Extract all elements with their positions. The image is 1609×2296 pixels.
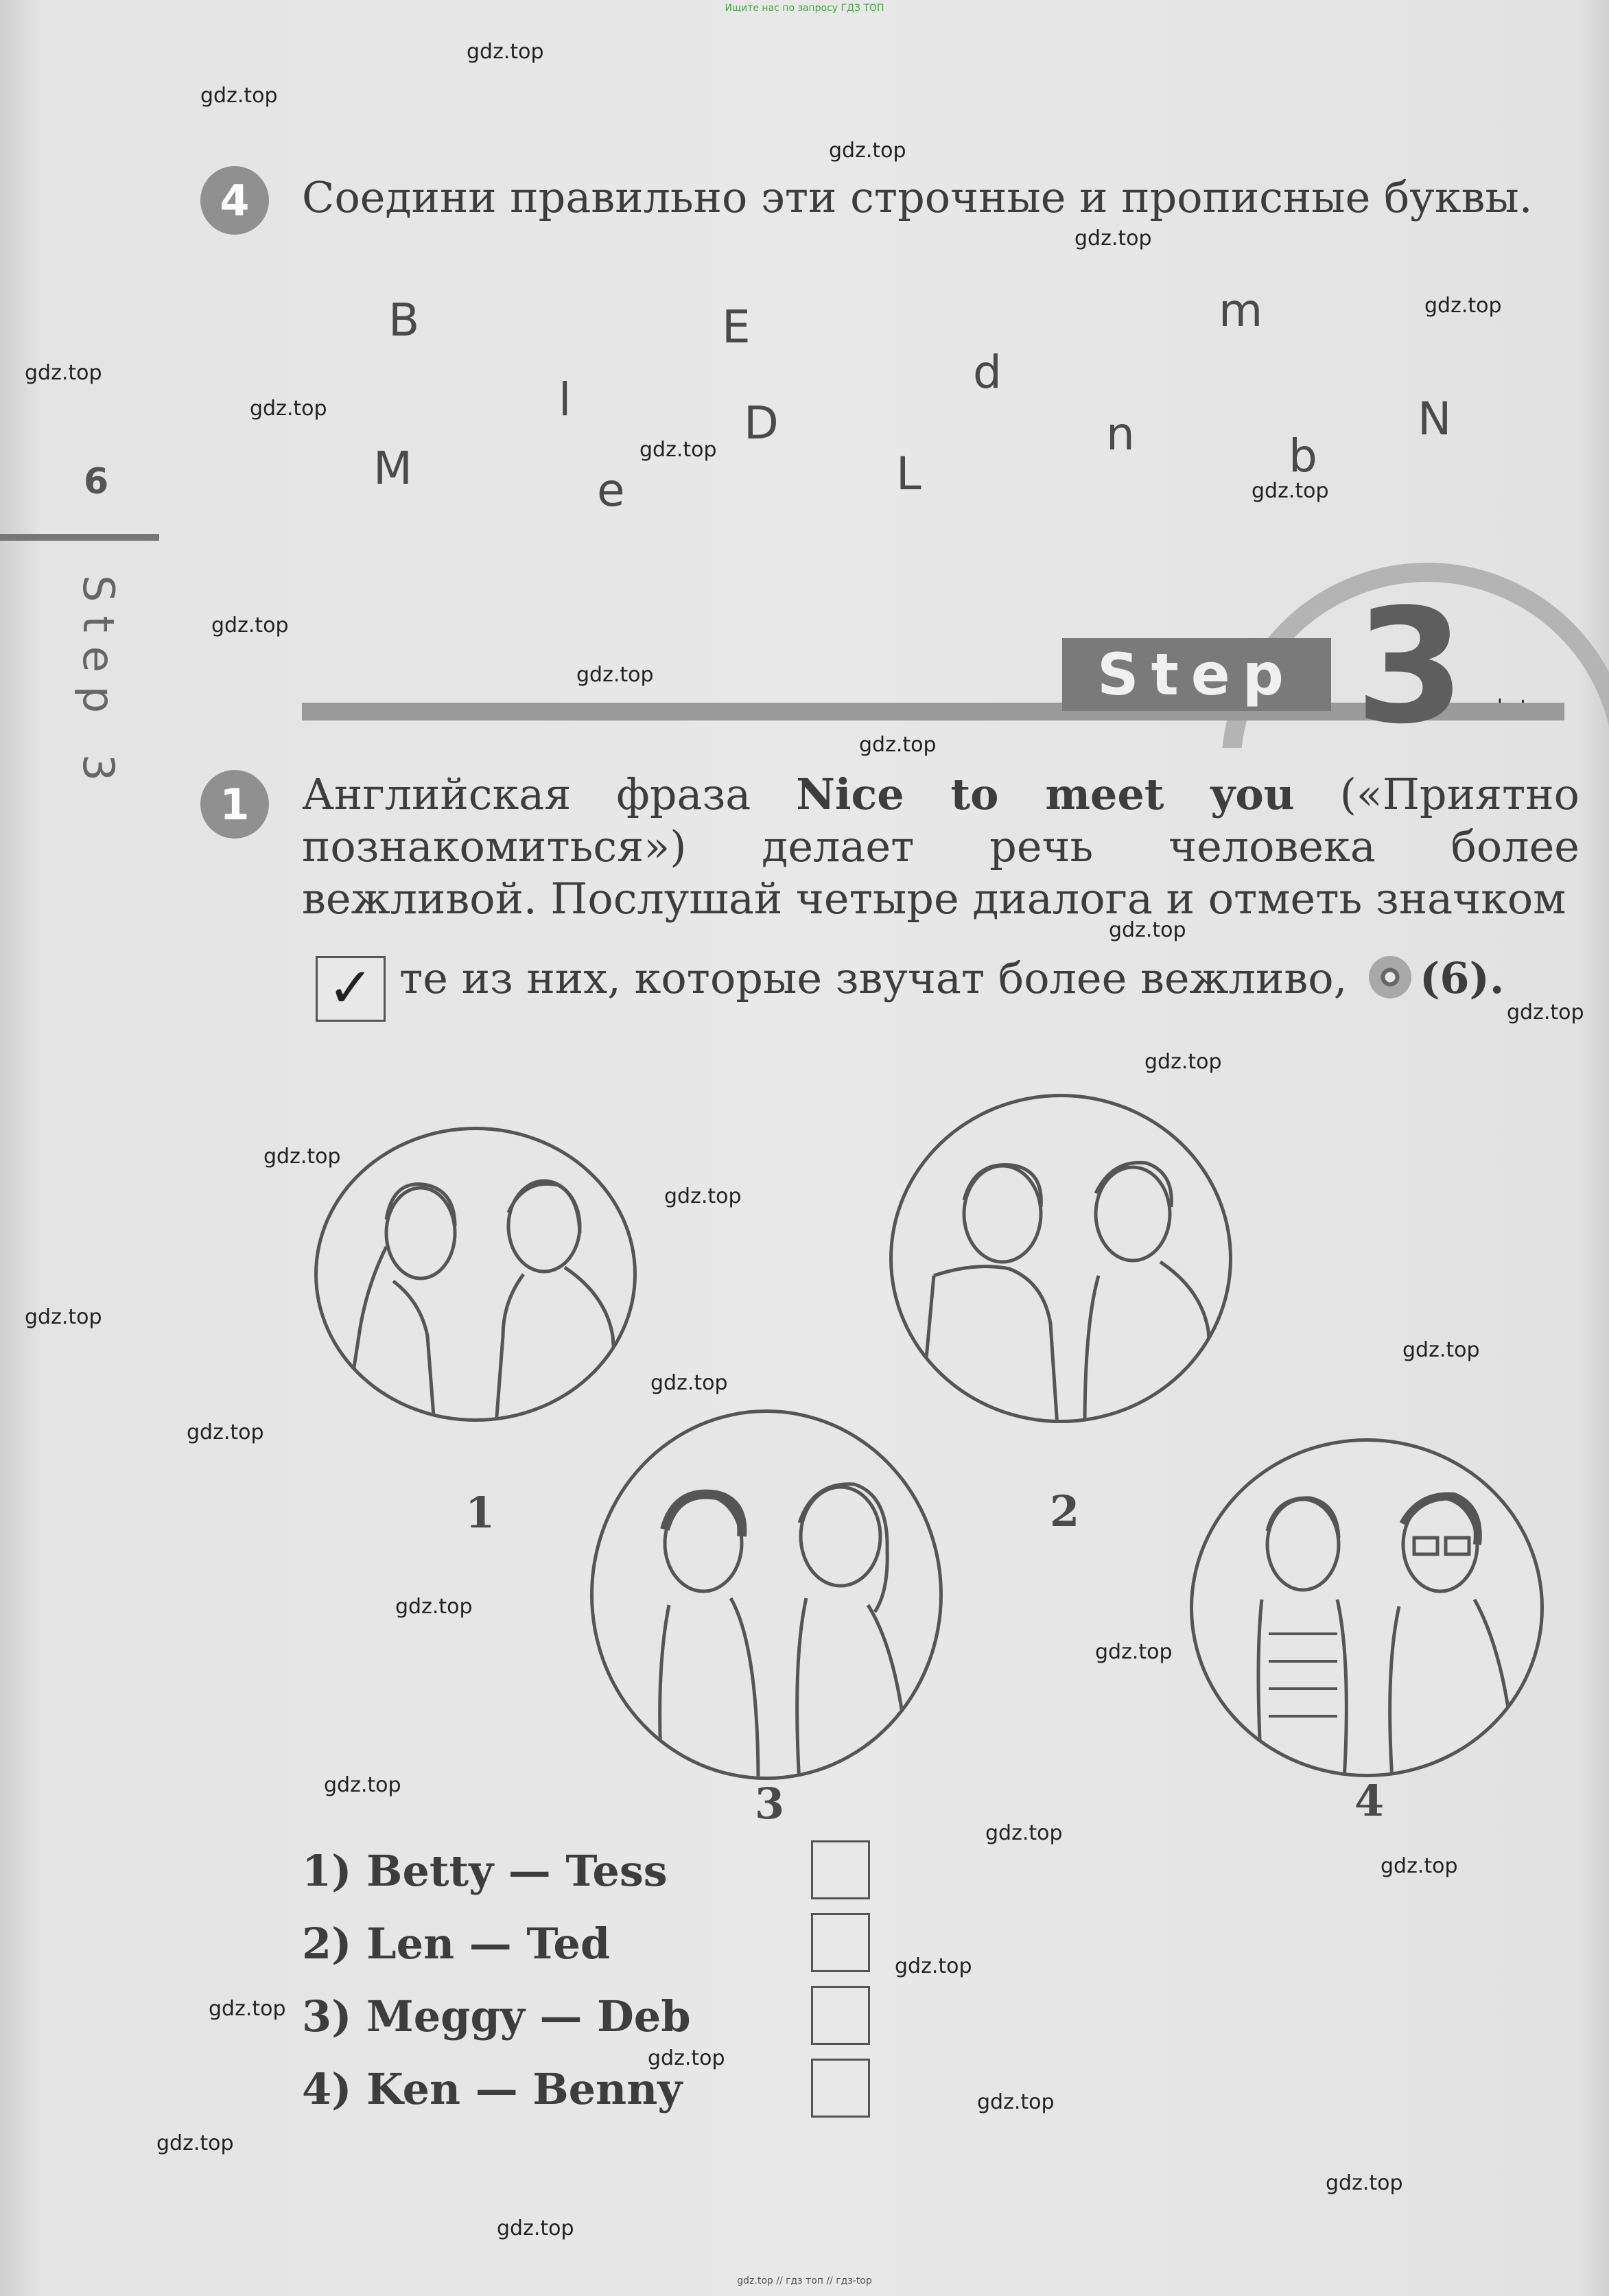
- watermark: gdz.top: [648, 2046, 725, 2070]
- watermark: gdz.top: [977, 2090, 1055, 2114]
- dialog-checkbox[interactable]: [811, 1913, 870, 1972]
- watermark: gdz.top: [467, 40, 544, 64]
- watermark: gdz.top: [187, 1420, 264, 1444]
- letter[interactable]: D: [744, 397, 779, 449]
- watermark: gdz.top: [200, 84, 278, 108]
- watermark: gdz.top: [25, 1305, 102, 1329]
- letter[interactable]: B: [388, 294, 420, 347]
- scene-4-illustration: [1190, 1438, 1544, 1777]
- two-boys-illustration: [893, 1097, 1232, 1423]
- watermark: gdz.top: [1095, 1640, 1173, 1664]
- dialog-item: 1) Betty — Tess: [302, 1846, 668, 1896]
- watermark: gdz.top: [664, 1184, 742, 1208]
- watermark: gdz.top: [1252, 479, 1329, 503]
- watermark: gdz.top: [985, 1821, 1063, 1845]
- watermark: gdz.top: [211, 613, 289, 637]
- scene-2-illustration: [889, 1094, 1232, 1423]
- dialog-item: 3) Meggy — Deb: [302, 1991, 691, 2041]
- scene-label: 4: [1354, 1776, 1385, 1826]
- watermark: gdz.top: [1074, 226, 1152, 250]
- scene-3-illustration: [590, 1409, 943, 1780]
- dialog-checkbox[interactable]: [811, 1840, 870, 1899]
- instruction-text: Английская фраза: [302, 769, 751, 819]
- watermark: gdz.top: [263, 1145, 341, 1169]
- watermark: gdz.top: [1109, 918, 1186, 942]
- watermark: gdz.top: [1381, 1854, 1458, 1878]
- margin-step-label: Step 3: [73, 575, 124, 795]
- cd-icon: [1369, 956, 1411, 998]
- watermark: gdz.top: [1424, 294, 1502, 318]
- exercise-4-badge: 4: [200, 166, 269, 235]
- watermark: gdz.top: [1326, 2171, 1403, 2195]
- page-number: 6: [84, 461, 109, 502]
- letter[interactable]: M: [373, 442, 412, 495]
- check-icon: ✓: [316, 956, 386, 1022]
- watermark: gdz.top: [156, 2131, 234, 2155]
- watermark: gdz.top: [25, 361, 102, 385]
- watermark: gdz.top: [209, 1997, 286, 2021]
- watermark: gdz.top: [324, 1773, 401, 1797]
- scene-label: 2: [1050, 1486, 1080, 1536]
- instruction-text: те из них, которые звучат более вежливо,: [399, 953, 1348, 1003]
- watermark: gdz.top: [1507, 1000, 1584, 1024]
- scene-1-illustration: [314, 1127, 637, 1422]
- letter[interactable]: d: [973, 346, 1002, 399]
- two-girls-illustration: [594, 1413, 943, 1780]
- letter[interactable]: b: [1289, 430, 1317, 482]
- scene-label: 1: [465, 1488, 495, 1538]
- letter[interactable]: L: [896, 447, 921, 500]
- exercise-1-badge: 1: [200, 770, 269, 839]
- watermark: gdz.top: [1144, 1050, 1222, 1074]
- watermark: gdz.top: [650, 1371, 728, 1395]
- watermark: gdz.top: [829, 139, 906, 163]
- dialog-item: 2) Len — Ted: [302, 1919, 611, 1969]
- exercise-1-instruction: [302, 769, 1579, 925]
- step-banner-label: Step: [1062, 638, 1331, 711]
- scene-label: 3: [755, 1779, 785, 1829]
- watermark: gdz.top: [639, 438, 717, 462]
- watermark: gdz.top: [250, 397, 327, 421]
- exercise-4-instruction: Соедини правильно эти строчные и прописные буквы.: [302, 172, 1533, 222]
- watermark: gdz.top: [1402, 1338, 1480, 1362]
- two-boys-illustration: [1193, 1442, 1544, 1777]
- dialog-item: 4) Ken — Benny: [302, 2064, 683, 2114]
- watermark: gdz.top: [576, 663, 654, 687]
- dialog-checkbox[interactable]: [811, 2059, 870, 2118]
- watermark: gdz.top: [395, 1595, 473, 1619]
- step-banner-number: 3: [1355, 576, 1466, 759]
- track-number: (6).: [1420, 953, 1505, 1003]
- letter[interactable]: e: [597, 464, 625, 517]
- english-phrase: Nice to meet you: [796, 769, 1295, 819]
- exercise-1-instruction-cont: [302, 940, 1579, 1022]
- letter[interactable]: l: [559, 373, 572, 426]
- letter[interactable]: n: [1106, 408, 1135, 460]
- letter[interactable]: E: [722, 301, 751, 353]
- margin-divider: [0, 534, 159, 541]
- header-note: Ищите нас по запросу ГДЗ ТОП: [725, 3, 884, 14]
- footer-note: gdz.top // гдз топ // гдз-top: [737, 2275, 872, 2286]
- watermark: gdz.top: [895, 1954, 972, 1978]
- letter[interactable]: N: [1418, 393, 1452, 445]
- dialog-checkbox[interactable]: [811, 1986, 870, 2045]
- watermark: gdz.top: [497, 2216, 574, 2240]
- instruction-text: («Приятно познакомиться») делает речь человека более вежливой. Послушай четыре диалога и отметь значком: [302, 769, 1579, 924]
- watermark: gdz.top: [859, 733, 937, 757]
- letter[interactable]: m: [1219, 284, 1263, 337]
- two-girls-illustration: [318, 1130, 637, 1422]
